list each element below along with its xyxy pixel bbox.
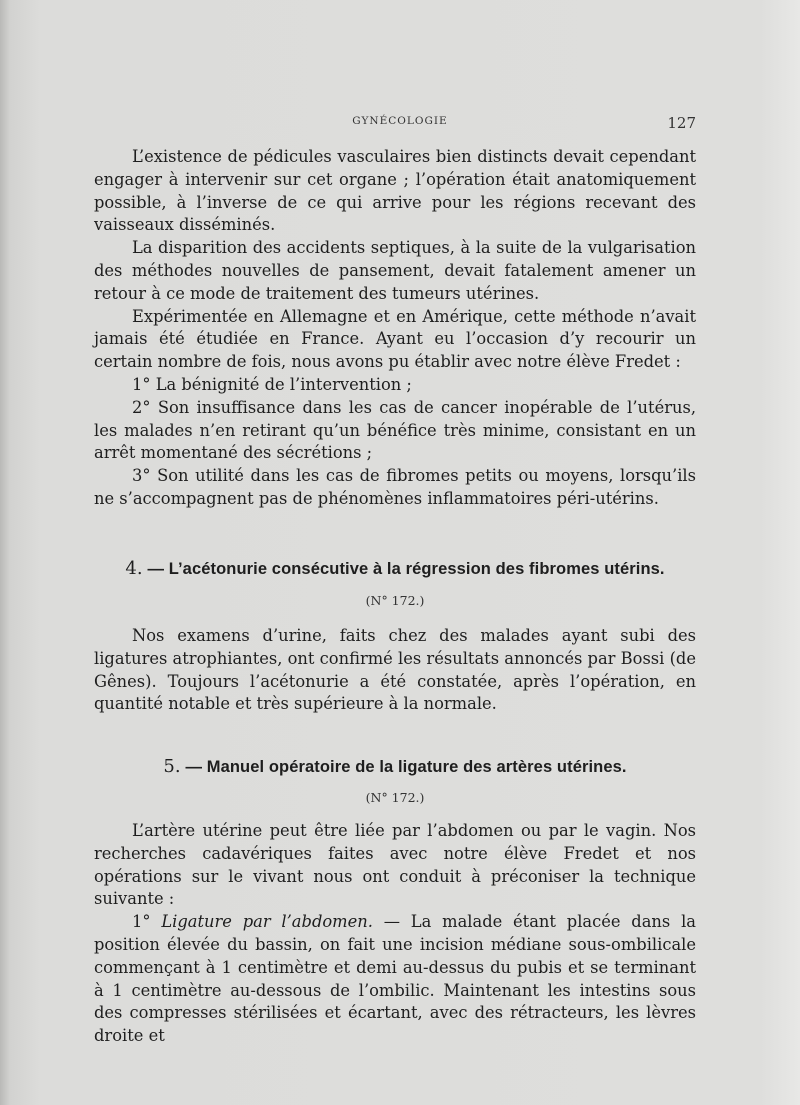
conclusion-number: 2° xyxy=(132,397,151,417)
intro-text-block xyxy=(94,146,696,511)
conclusion-text: Son insuffisance dans les cas de cancer inopérable de l’utérus, les malades n’en retirant qu’un bénéfice très minime, consistant en un arrêt momentané des sécrétions ; xyxy=(94,397,697,463)
section-5-text-block xyxy=(94,820,696,1048)
conclusion-text: Son utilité dans les cas de fibromes petits ou moyens, lorsqu’ils ne s’accompagnent pas de phénomènes inflammatoires péri-utérins. xyxy=(94,466,696,508)
running-title: GYNÉCOLOGIE xyxy=(352,115,448,127)
section-5-reference: (N° 172.) xyxy=(365,790,425,805)
paragraph-pedicules: L’existence de pédicules vasculaires bien distincts devait cependant engager à intervenir sur cet organe ; l’opération était anatomiquement possible, à l’inverse de ce qui arrive pour les régions recevant des vaisseaux disséminés. xyxy=(94,147,696,235)
conclusion-number: 1° xyxy=(132,374,151,394)
conclusion-item-2 xyxy=(94,397,696,465)
step-text: — La malade étant placée dans la position élevée du bassin, on fait une incision médiane sous-ombilicale commençant à 1 centimètre et demi au-dessus du pubis et se terminant à 1 centimètre au-dessous de l’ombilic. Maintenant les intestins sous des compresses stérilisées et écartant, avec des rétracteurs, les lèvres droite et xyxy=(94,912,696,1046)
step-number: 1° xyxy=(132,912,151,932)
section-4-heading xyxy=(94,558,696,579)
section-4-text-block xyxy=(94,625,696,716)
paragraph-ligature-abdomen xyxy=(94,911,696,1048)
section-5-heading xyxy=(94,756,696,777)
page-number: 127 xyxy=(667,114,696,132)
paragraph-artere-uterine: L’artère utérine peut être liée par l’abdomen ou par le vagin. Nos recherches cadavériques faites avec notre élève Fredet et nos opérations sur le vivant nous ont conduit à préconiser la technique suivante : xyxy=(94,821,696,909)
paragraph-experimentee: Expérimentée en Allemagne et en Amérique, cette méthode n’avait jamais été étudiée en France. Ayant eu l’occasion d’y recourir un certain nombre de fois, nous avons pu établir avec notre élève Fredet : xyxy=(94,306,696,372)
page-header xyxy=(0,112,800,136)
section-4-number: 4. xyxy=(125,558,143,579)
step-title: Ligature par l’abdomen. xyxy=(161,912,373,932)
conclusion-number: 3° xyxy=(132,466,151,486)
section-5-number: 5. xyxy=(163,756,181,777)
conclusion-text: La bénignité de l’intervention ; xyxy=(155,374,412,394)
paragraph-acetonurie: Nos examens d’urine, faits chez des malades ayant subi des ligatures atrophiantes, ont confirmé les résultats annoncés par Bossi (de Gênes). Toujours l’acétonurie a été constatée, après l’opération, en quantité notable et très supérieure à la normale. xyxy=(94,626,696,714)
section-4-title: — L’acétonurie consécutive à la régression des fibromes utérins. xyxy=(147,560,665,578)
conclusion-item-3 xyxy=(94,465,696,511)
section-5-title: — Manuel opératoire de la ligature des artères utérines. xyxy=(185,758,627,776)
section-4-reference: (N° 172.) xyxy=(365,593,425,608)
paragraph-accidents-septiques: La disparition des accidents septiques, à la suite de la vulgarisation des méthodes nouvelles de pansement, devait fatalement amener un retour à ce mode de traitement des tumeurs utérines. xyxy=(94,238,696,303)
conclusion-item-1 xyxy=(94,374,696,397)
